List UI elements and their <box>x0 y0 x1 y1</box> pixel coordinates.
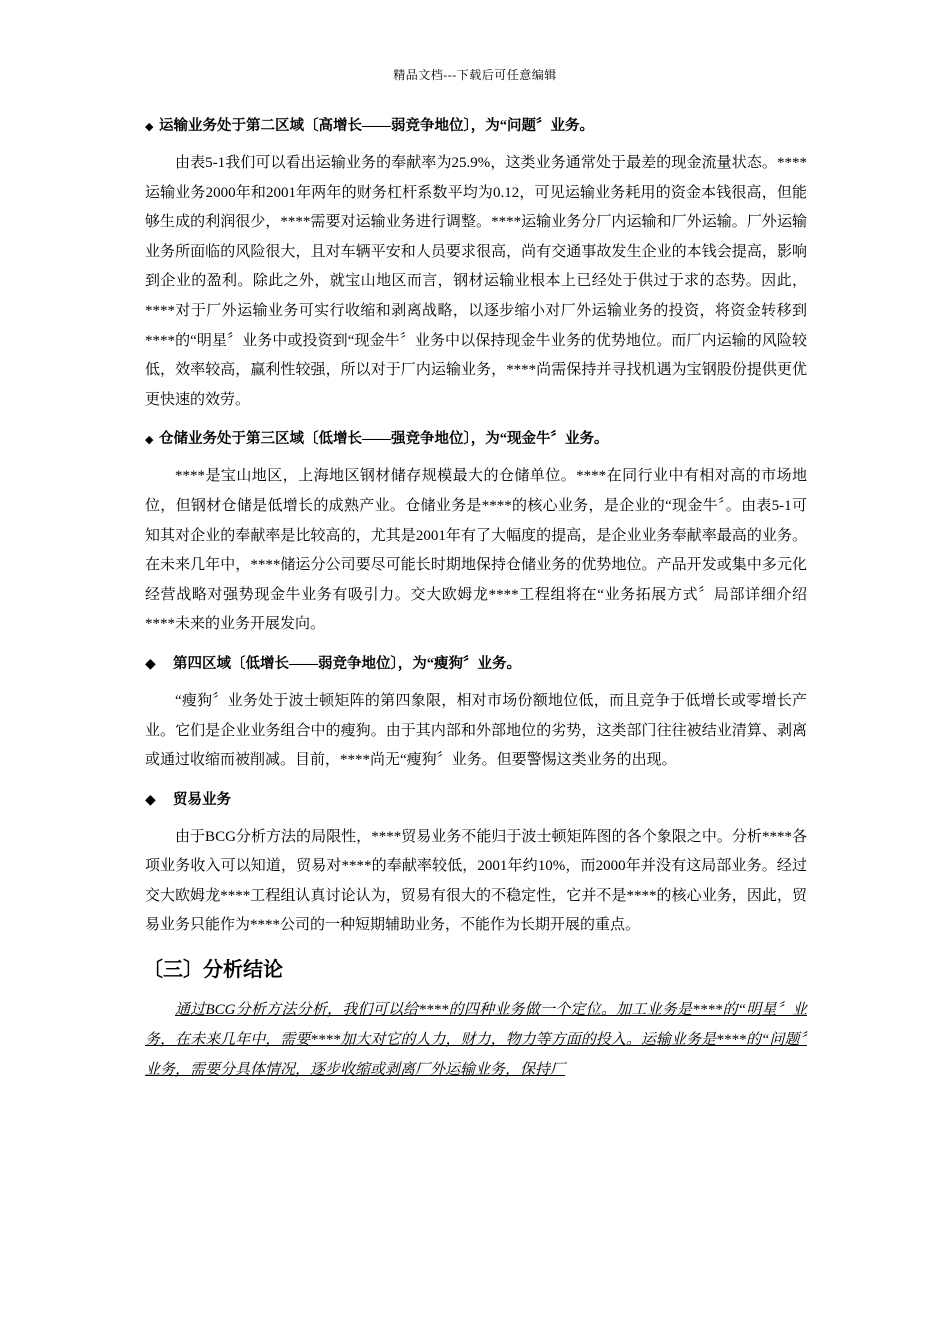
document-body <box>145 112 807 1085</box>
heading-trade <box>145 786 807 815</box>
heading-dog <box>145 650 807 679</box>
paragraph-dog: “瘦狗〞业务处于波士顿矩阵的第四象限，相对市场份额地位低，而且竞争于低增长或零增长产业。它们是企业业务组合中的瘦狗。由于其内部和外部地位的劣势，这类部门往往被结业清算、剥离或通过收缩而被削减。目前，****尚无“瘦狗〞业务。但要警惕这类业务的出现。 <box>145 692 807 769</box>
paragraph-storage: ****是宝山地区，上海地区钢材储存规模最大的仓储单位。****在同行业中有相对高的市场地位，但钢材仓储是低增长的成熟产业。仓储业务是****的核心业务，是企业的“现金牛〞。由表5-1可知其对企业的奉献率是比较高的，尤其是2001年有了大幅度的提高，是企业业务奉献率最高的业务。在未来几年中，****储运分公司要尽可能长时期地保持仓储业务的优势地位。产品开发或集中多元化经营战略对强势现金牛业务有吸引力。交大欧姆龙****工程组将在“业务拓展方式〞局部详细介绍****未来的业务开展发向。 <box>145 468 807 633</box>
heading-transport <box>145 112 807 141</box>
heading-storage <box>145 425 807 454</box>
page-header: 精品文档---下载后可任意编辑 <box>393 68 557 82</box>
paragraph-conclusion: 通过BCG分析方法分析，我们可以给****的四种业务做一个定位。加工业务是****的“明星〞业务，在未来几年中，需要****加大对它的人力，财力，物力等方面的投入。运输业务是****的“问题〞业务，需要分具体情况，逐步收缩或剥离厂外运输业务，保持厂 <box>145 1002 807 1079</box>
paragraph-transport: 由表5-1我们可以看出运输业务的奉献率为25.9%，这类业务通常处于最差的现金流量状态。****运输业务2000年和2001年两年的财务杠杆系数平均为0.12，可见运输业务耗用的资金本钱很高，但能够生成的利润很少，****需要对运输业务进行调整。****运输业务分厂内运输和厂外运输。厂外运输业务所面临的风险很大，且对车辆平安和人员要求很高，尚有交通事故发生企业的本钱会提高，影响到企业的盈利。除此之外，就宝山地区而言，钢材运输业根本上已经处于供过于求的态势。因此，****对于厂外运输业务可实行收缩和剥离战略，以逐步缩小对厂外运输业务的投资，将资金转移到****的“明星〞业务中或投资到“现金牛〞业务中以保持现金牛业务的优势地位。而厂内运输的风险较低，效率较高，赢利性较强，所以对于厂内运输业务，****尚需保持并寻找机遇为宝钢股份提供更优更快速的效劳。 <box>145 155 807 408</box>
heading-trade-text: 贸易业务 <box>173 791 231 808</box>
section-title-conclusion: 〔三〕分析结论 <box>143 957 283 982</box>
diamond-bullet-icon: ◆ <box>145 121 154 133</box>
diamond-bullet-icon: ◆ <box>145 434 154 447</box>
heading-dog-text: 第四区域〔低增长——弱竞争地位〕，为“瘦狗〞业务。 <box>173 655 521 672</box>
paragraph-trade: 由于BCG分析方法的局限性，****贸易业务不能归于波士顿矩阵图的各个象限之中。分析****各项业务收入可以知道，贸易对****的奉献率较低，2001年约10%，而2000年并没有这局部业务。经过交大欧姆龙****工程组认真讨论认为，贸易有很大的不稳定性，它并不是****的核心业务，因此，贸易业务只能作为****公司的一种短期辅助业务，不能作为长期开展的重点。 <box>145 828 807 934</box>
heading-storage-text: 仓储业务处于第三区域〔低增长——强竞争地位〕，为“现金牛〞业务。 <box>159 431 609 448</box>
diamond-bullet-icon: ◆ <box>145 656 156 672</box>
diamond-bullet-icon: ◆ <box>145 792 156 808</box>
heading-transport-text: 运输业务处于第二区域〔高增长——弱竞争地位〕，为“问题〞业务。 <box>159 118 594 134</box>
